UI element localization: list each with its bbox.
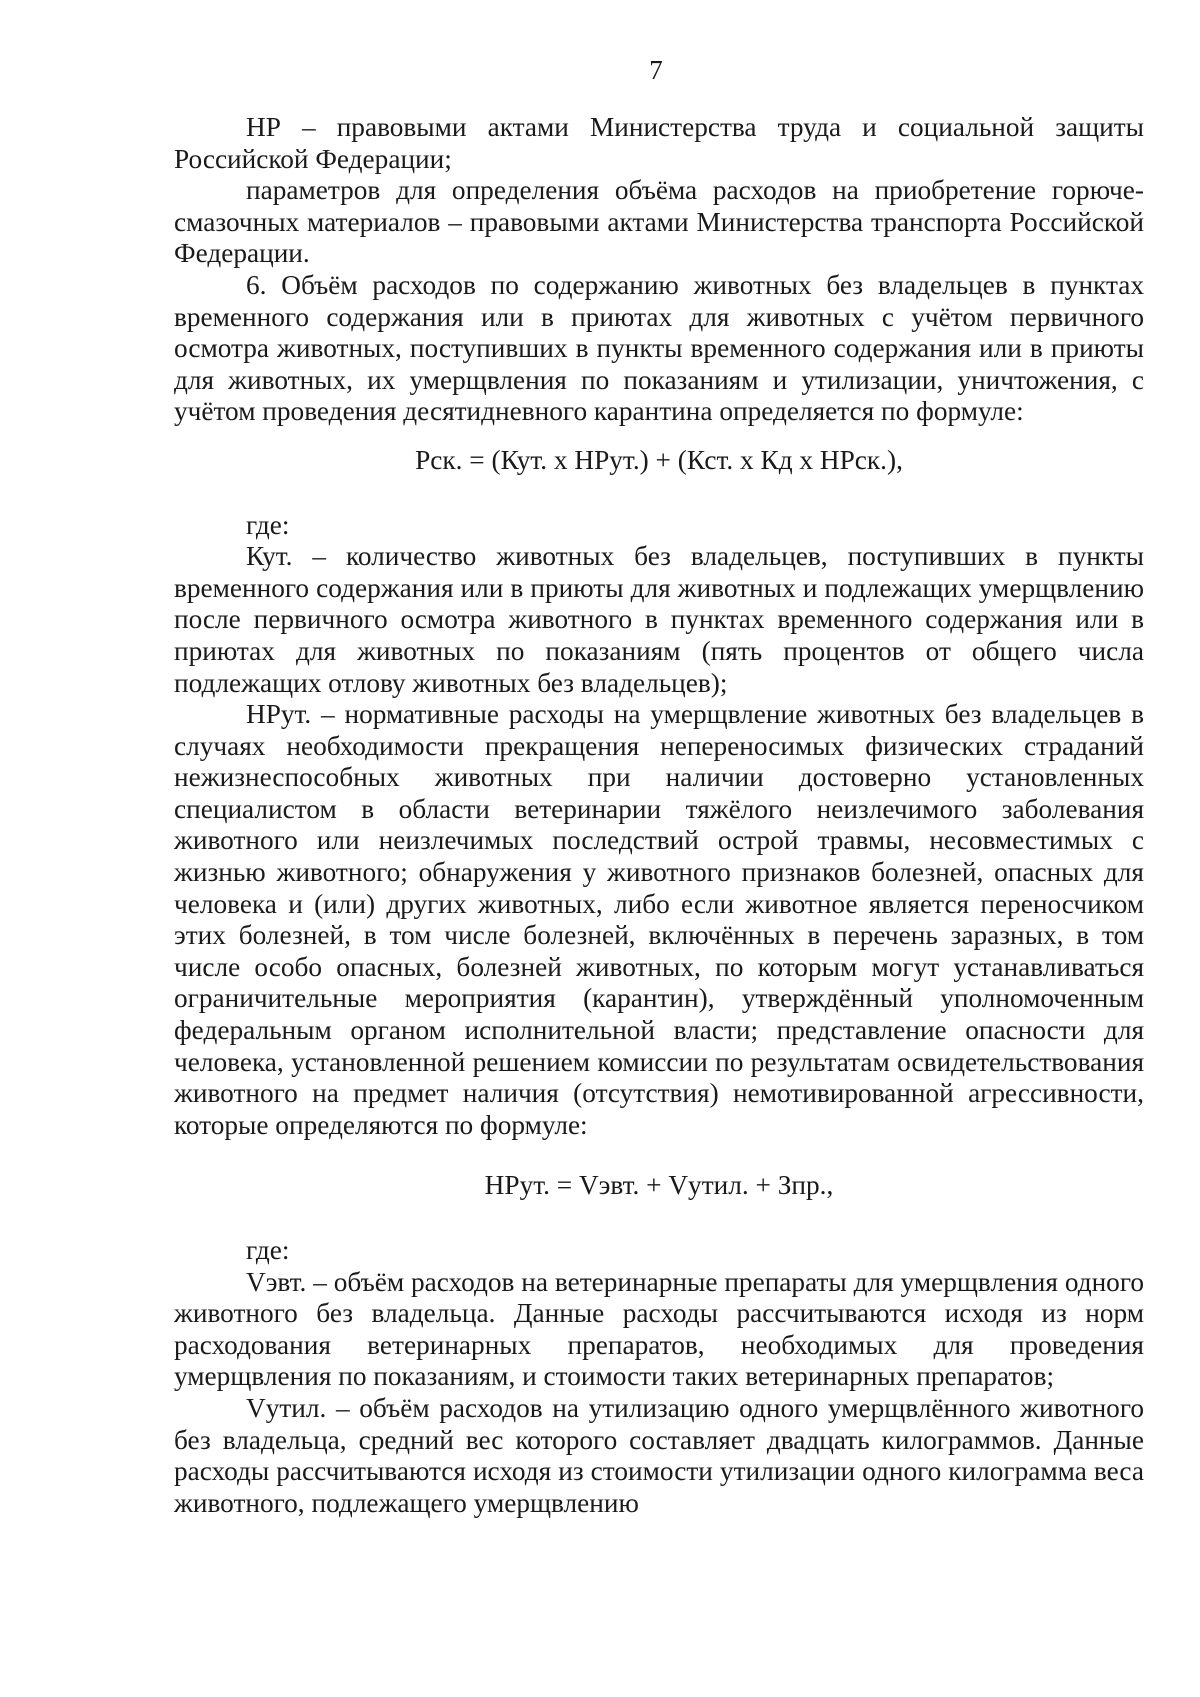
paragraph-vutil-definition: Vутил. – объём расходов на утилизацию одного умерщвлённого животного без владельца, средний вес которого составляет двадцать килограммов. Данные расходы рассчитываются исходя из стоимости утилизации одного килограмма веса животного, подлежащего умерщвлению: [174, 1392, 1144, 1518]
where-label-1: где:: [246, 509, 290, 540]
formula-rsk: Рск. = (Кут. х НРут.) + (Кст. х Кд х НРск.),: [415, 444, 903, 475]
page-number: 7: [649, 55, 663, 85]
paragraph-kut-definition: Кут. – количество животных без владельцев, поступивших в пункты временного содержания или в приюты для животных и подлежащих умерщвлению после первичного осмотра животного в пунктах временного содержания или в приютах для животных по показаниям (пять процентов от общего числа подлежащих отлову животных без владельцев);: [174, 541, 1144, 698]
where-label-2: где:: [246, 1235, 290, 1265]
paragraph-fuel-parameters: параметров для определения объёма расходов на приобретение горюче-смазочных материалов – правовыми актами Министерства транспорта Российской Федерации.: [174, 175, 1144, 269]
paragraph-item-6: 6. Объём расходов по содержанию животных без владельцев в пунктах временного содержания или в приютах для животных с учётом первичного осмотра животных, поступивших в пункты временного содержания или в приюты для животных, их умерщвления по показаниям и утилизации, уничтожения, с учётом проведения десятидневного карантина определяется по формуле:: [174, 269, 1144, 427]
paragraph-nrut-definition: НРут. – нормативные расходы на умерщвление животных без владельцев в случаях необходимости прекращения непереносимых физических страданий нежизнеспособных животных при наличии достоверно установленных специалистом в области ветеринарии тяжёлого неизлечимого заболевания животного или неизлечимых последствий острой травмы, несовместимых с жизнью животного; обнаружения у животного признаков болезней, опасных для человека и (или) других животных, либо если животное является переносчиком этих болезней, в том числе болезней, включённых в перечень заразных, в том числе особо опасных, болезней животных, по которым могут устанавливаться ограничительные мероприятия (карантин), утверждённый уполномоченным федеральным органом исполнительной власти; представление опасности для человека, установленной решением комиссии по результатам освидетельствования животного на предмет наличия (отсутствия) немотивированной агрессивности, которые определяются по формуле:: [174, 699, 1144, 1140]
document-body: [174, 112, 1144, 1519]
paragraph-np-labor-ministry: НР – правовыми актами Министерства труда и социальной защиты Российской Федерации;: [174, 112, 1144, 174]
paragraph-vevt-definition: Vэвт. – объём расходов на ветеринарные препараты для умерщвления одного животного без владельца. Данные расходы рассчитываются исходя из норм расходования ветеринарных препаратов, необходимых для проведения умерщвления по показаниям, и стоимости таких ветеринарных препаратов;: [174, 1266, 1144, 1392]
formula-nrut: НРут. = Vэвт. + Vутил. + Зпр.,: [484, 1170, 834, 1201]
